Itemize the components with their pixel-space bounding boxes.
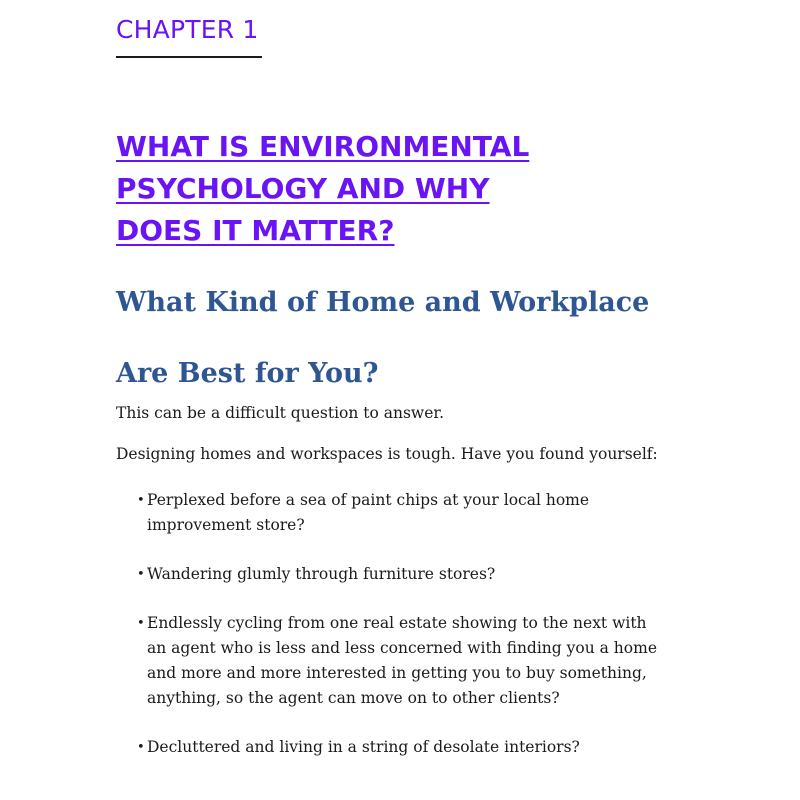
chapter-title-line-1: WHAT IS ENVIRONMENTAL [116,130,530,163]
body-paragraph-2: Designing homes and workspaces is tough. Have you found yourself: [116,445,658,463]
list-item-line: and more and more interested in getting you to buy something, [147,664,647,682]
chapter-label-underline [116,56,262,58]
list-item-line: Perplexed before a sea of paint chips at your local home [147,491,590,509]
bullet-dot-icon: • [137,493,145,508]
chapter-title-line-3: DOES IT MATTER? [116,214,395,247]
chapter-title-link[interactable] [116,126,676,252]
list-item-line: Wandering glumly through furniture stores? [147,565,496,583]
section-heading-line-2: Are Best for You? [116,358,379,389]
list-item-line: anything, so the agent can move on to other clients? [147,689,560,707]
list-item [138,488,698,538]
bullet-dot-icon: • [137,616,145,631]
list-item-line: improvement store? [147,516,305,534]
body-paragraph-1: This can be a difficult question to answer. [116,404,445,422]
bullet-dot-icon: • [137,567,145,582]
list-item [138,611,698,711]
chapter-title-line-2: PSYCHOLOGY AND WHY [116,172,490,205]
section-heading-line-1: What Kind of Home and Workplace [116,287,650,318]
bullet-dot-icon: • [137,740,145,755]
list-item-line: an agent who is less and less concerned with finding you a home [147,639,657,657]
list-item [138,735,698,760]
bullet-list [138,488,698,760]
chapter-label-link[interactable]: CHAPTER 1 [116,15,259,44]
section-heading [116,284,649,393]
list-item-line: Endlessly cycling from one real estate showing to the next with [147,614,647,632]
list-item-line: Decluttered and living in a string of desolate interiors? [147,738,580,756]
list-item [138,562,698,587]
